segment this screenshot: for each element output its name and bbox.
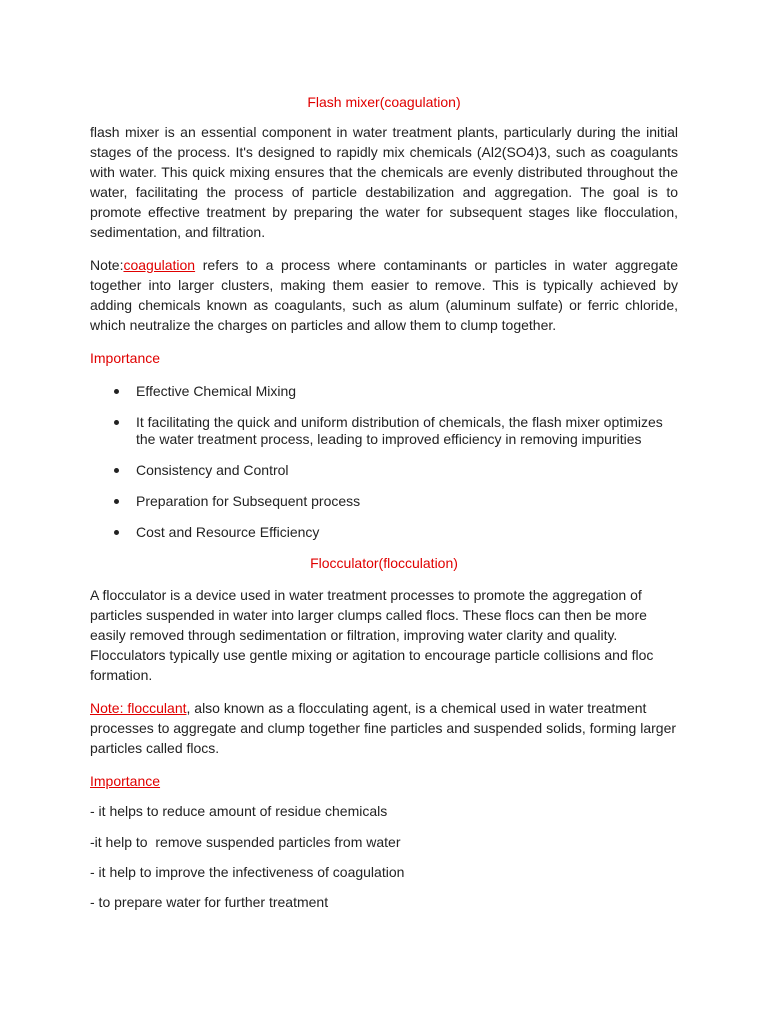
list-item: It facilitating the quick and uniform distribution of chemicals, the flash mixer optimizes the water treatment process, leading to improved efficiency in removing impurities xyxy=(136,414,663,447)
list-item: Cost and Resource Efficiency xyxy=(136,524,320,540)
list-item: - to prepare water for further treatment xyxy=(90,894,329,910)
section-title-flash-mixer: Flash mixer(coagulation) xyxy=(307,94,461,110)
importance-heading-2: Importance xyxy=(90,773,161,789)
bullet-dot xyxy=(114,530,119,535)
bullet-dot xyxy=(114,468,119,473)
section-title-flocculator: Flocculator(flocculation) xyxy=(310,555,458,571)
list-item: -it help to remove suspended particles from water xyxy=(90,834,401,850)
list-item: - it helps to reduce amount of residue chemicals xyxy=(90,803,388,819)
flocculator-intro: A flocculator is a device used in water treatment processes to promote the aggregation of particles suspended in water into larger clumps called flocs. These flocs can then be more easily removed through sedimentation or filtration, improving water clarity and quality. Flocculators typically use gentle mixing or agitation to encourage particle collisions and floc formation. xyxy=(90,587,654,683)
list-item: Preparation for Subsequent process xyxy=(136,493,361,509)
bullet-dot xyxy=(114,389,119,394)
note-prefix: Note: xyxy=(90,257,124,273)
coagulation-term: coagulation xyxy=(123,257,196,273)
note-text: refers to a process where contaminants or particles in water aggregate together into larger clusters, making them easier to remove. This is typically achieved by adding chemicals known as coagulants, such as alum (aluminum sulfate) or ferric chloride, which neutralize the charges on particles and allow them to clump together. xyxy=(90,257,678,333)
importance-heading-1: Importance xyxy=(90,350,161,366)
coagulation-note xyxy=(90,255,678,335)
flocculant-note-text: , also known as a flocculating agent, is a chemical used in water treatment processes to aggregate and clump together fine particles and suspended solids, forming larger particles called flocs. xyxy=(90,700,677,756)
flocculant-note-label: Note: flocculant xyxy=(90,700,187,716)
flocculant-note xyxy=(90,698,680,758)
list-item: - it help to improve the infectiveness of coagulation xyxy=(90,864,405,880)
bullet-dot xyxy=(114,420,119,425)
flash-mixer-intro: flash mixer is an essential component in water treatment plants, particularly during the initial stages of the process. It's designed to rapidly mix chemicals (Al2(SO4)3, such as coagulants with water. This quick mixing ensures that the chemicals are evenly distributed throughout the water, facilitating the process of particle destabilization and aggregation. The goal is to promote effective treatment by preparing the water for subsequent stages like flocculation, sedimentation, and filtration. xyxy=(90,124,678,240)
list-item: Effective Chemical Mixing xyxy=(136,383,297,399)
bullet-dot xyxy=(114,499,119,504)
list-item: Consistency and Control xyxy=(136,462,289,478)
